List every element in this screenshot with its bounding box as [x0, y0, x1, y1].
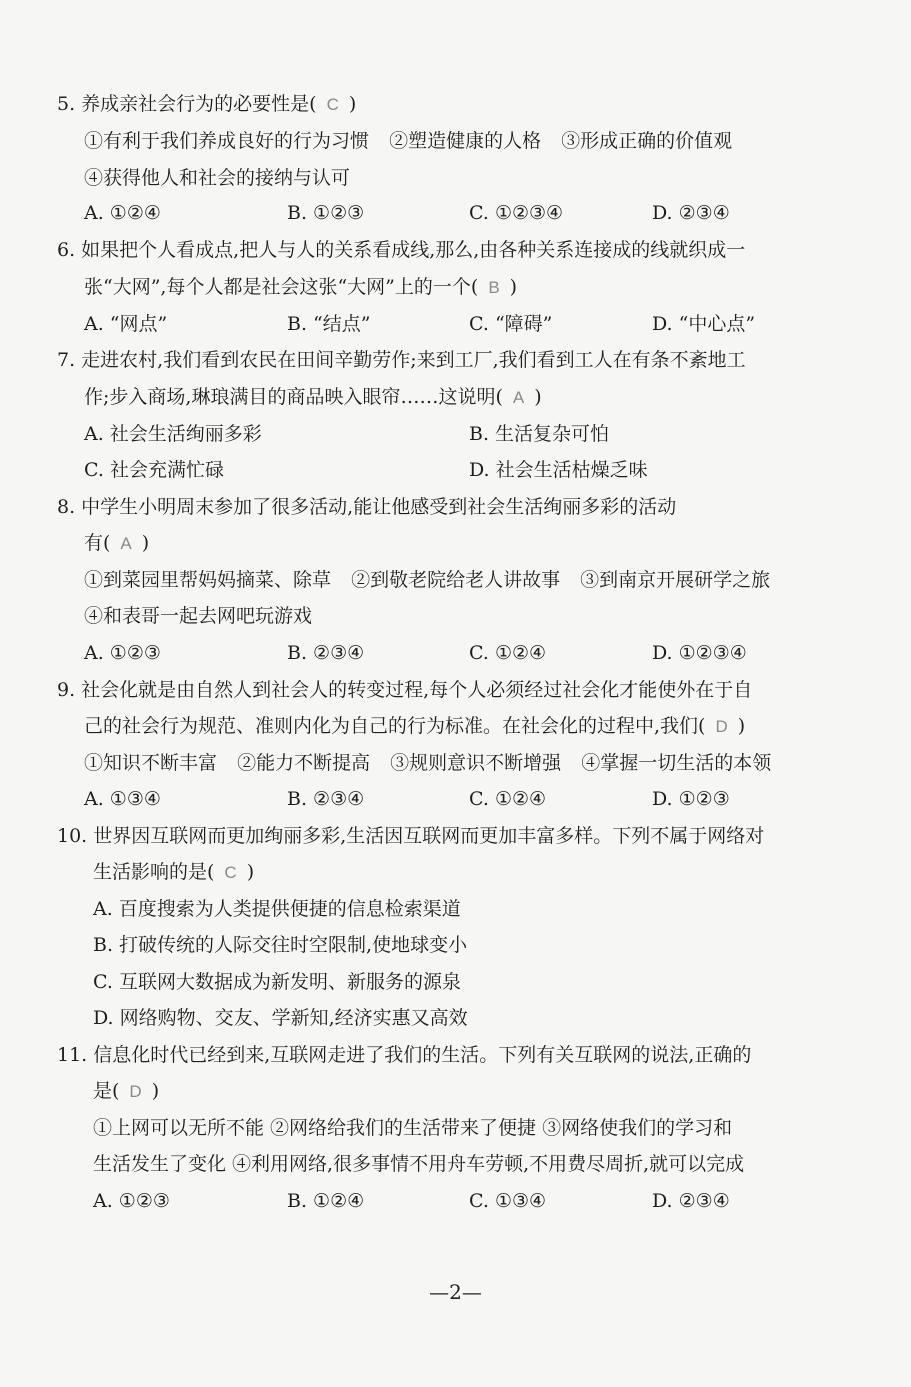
q7-answer: A [512, 388, 525, 407]
q8-option-a: A. ①②③ [84, 642, 161, 664]
q11-option-d: D. ②③④ [652, 1190, 730, 1212]
q8-stem-line-2 [84, 530, 149, 557]
q11-paren: ) [151, 1080, 160, 1102]
q9-item-1: ①知识不断丰富 [84, 752, 218, 774]
q9-item-line [84, 750, 771, 776]
q9-option-d: D. ①②③ [652, 788, 730, 810]
q8-item-line-1 [84, 567, 770, 593]
q9-option-a: A. ①③④ [84, 788, 161, 810]
q9-option-b: B. ②③④ [287, 788, 365, 810]
q9-stem-line-2 [84, 713, 745, 740]
q10-stem-text: 生活影响的是( [93, 861, 215, 883]
q7-paren: ) [534, 386, 542, 408]
q6-answer: B [488, 278, 500, 297]
q7-stem-text: 作;步入商场,琳琅满目的商品映入眼帘……这说明( [84, 386, 503, 408]
q6-option-b: B. “结点” [287, 313, 371, 335]
q11-stem-text: 是( [93, 1080, 120, 1102]
q11-option-a: A. ①②③ [93, 1190, 170, 1212]
q5-option-a: A. ①②④ [84, 202, 161, 224]
q9-item-2: ②能力不断提高 [237, 752, 371, 774]
q5-answer: C [326, 95, 339, 114]
q5-stem-text: 5. 养成亲社会行为的必要性是( [57, 93, 317, 115]
q11-option-b: B. ①②④ [287, 1190, 365, 1212]
q7-option-b: B. 生活复杂可怕 [469, 423, 610, 445]
q5-paren: ) [348, 93, 357, 115]
q11-stem-line-1: 11. 信息化时代已经到来,互联网走进了我们的生活。下列有关互联网的说法,正确的 [57, 1044, 752, 1066]
q11-items-line-1: ①上网可以无所不能 ②网络给我们的生活带来了便捷 ③网络使我们的学习和 [93, 1117, 733, 1139]
q6-option-c: C. “障碍” [469, 313, 553, 335]
q9-option-c: C. ①②④ [469, 788, 547, 810]
q5-item-4: ④获得他人和社会的接纳与认可 [84, 167, 351, 189]
q5-item-3: ③形成正确的价值观 [561, 130, 733, 152]
q9-answer: D [715, 717, 728, 736]
q8-option-d: D. ①②③④ [652, 642, 747, 664]
q5-option-d: D. ②③④ [652, 202, 730, 224]
q8-item-2: ②到敬老院给老人讲故事 [351, 569, 561, 591]
q10-option-d: D. 网络购物、交友、学新知,经济实惠又高效 [93, 1007, 468, 1029]
q8-answer: A [120, 534, 132, 553]
q9-item-3: ③规则意识不断增强 [390, 752, 562, 774]
q6-paren: ) [509, 276, 518, 298]
q6-option-a: A. “网点” [84, 313, 168, 335]
q8-stem-text: 有( [84, 532, 111, 554]
q5-option-b: B. ①②③ [287, 202, 365, 224]
q9-stem-text: 己的社会行为规范、准则内化为自己的行为标准。在社会化的过程中,我们( [84, 715, 706, 737]
q5-option-c: C. ①②③④ [469, 202, 564, 224]
page-number: —2— [429, 1280, 482, 1304]
q7-option-c: C. 社会充满忙碌 [84, 459, 224, 481]
q5-item-1: ①有利于我们养成良好的行为习惯 [84, 130, 370, 152]
q5-stem [57, 91, 356, 118]
q6-option-d: D. “中心点” [652, 313, 756, 335]
q10-option-a: A. 百度搜索为人类提供便捷的信息检索渠道 [93, 898, 461, 920]
q11-answer: D [129, 1082, 142, 1101]
q9-stem-line-1: 9. 社会化就是由自然人到社会人的转变过程,每个人必须经过社会化才能使外在于自 [57, 679, 753, 701]
q8-option-c: C. ①②④ [469, 642, 547, 664]
q7-stem-line-1: 7. 走进农村,我们看到农民在田间辛勤劳作;来到工厂,我们看到工人在有条不紊地工 [57, 349, 746, 371]
q6-stem-text: 张“大网”,每个人都是社会这张“大网”上的一个( [84, 276, 479, 298]
q5-item-line-1 [84, 128, 732, 154]
q7-option-d: D. 社会生活枯燥乏味 [469, 459, 648, 481]
q9-item-4: ④掌握一切生活的本领 [581, 752, 772, 774]
q11-items-line-2: 生活发生了变化 ④利用网络,很多事情不用舟车劳顿,不用费尽周折,就可以完成 [93, 1153, 745, 1175]
q11-option-c: C. ①③④ [469, 1190, 547, 1212]
q10-stem-line-1: 10. 世界因互联网而更加绚丽多彩,生活因互联网而更加丰富多样。下列不属于网络对 [57, 825, 765, 847]
q10-option-b: B. 打破传统的人际交往时空限制,使地球变小 [93, 934, 468, 956]
q7-stem-line-2 [84, 384, 542, 411]
q10-stem-line-2 [93, 859, 254, 886]
q5-item-2: ②塑造健康的人格 [389, 130, 542, 152]
q8-paren: ) [141, 532, 150, 554]
q10-answer: C [224, 863, 237, 882]
q6-stem-line-2 [84, 274, 517, 301]
q10-paren: ) [246, 861, 255, 883]
q8-option-b: B. ②③④ [287, 642, 365, 664]
q10-option-c: C. 互联网大数据成为新发明、新服务的源泉 [93, 971, 461, 993]
q9-paren: ) [737, 715, 746, 737]
q11-stem-line-2 [93, 1078, 159, 1105]
q8-item-3: ③到南京开展研学之旅 [580, 569, 771, 591]
q6-stem-line-1: 6. 如果把个人看成点,把人与人的关系看成线,那么,由各种关系连接成的线就织成一 [57, 239, 746, 261]
q8-item-1: ①到菜园里帮妈妈摘菜、除草 [84, 569, 332, 591]
q8-item-4: ④和表哥一起去网吧玩游戏 [84, 605, 313, 627]
q7-option-a: A. 社会生活绚丽多彩 [84, 423, 262, 445]
q8-stem-line-1: 8. 中学生小明周末参加了很多活动,能让他感受到社会生活绚丽多彩的活动 [57, 496, 677, 518]
